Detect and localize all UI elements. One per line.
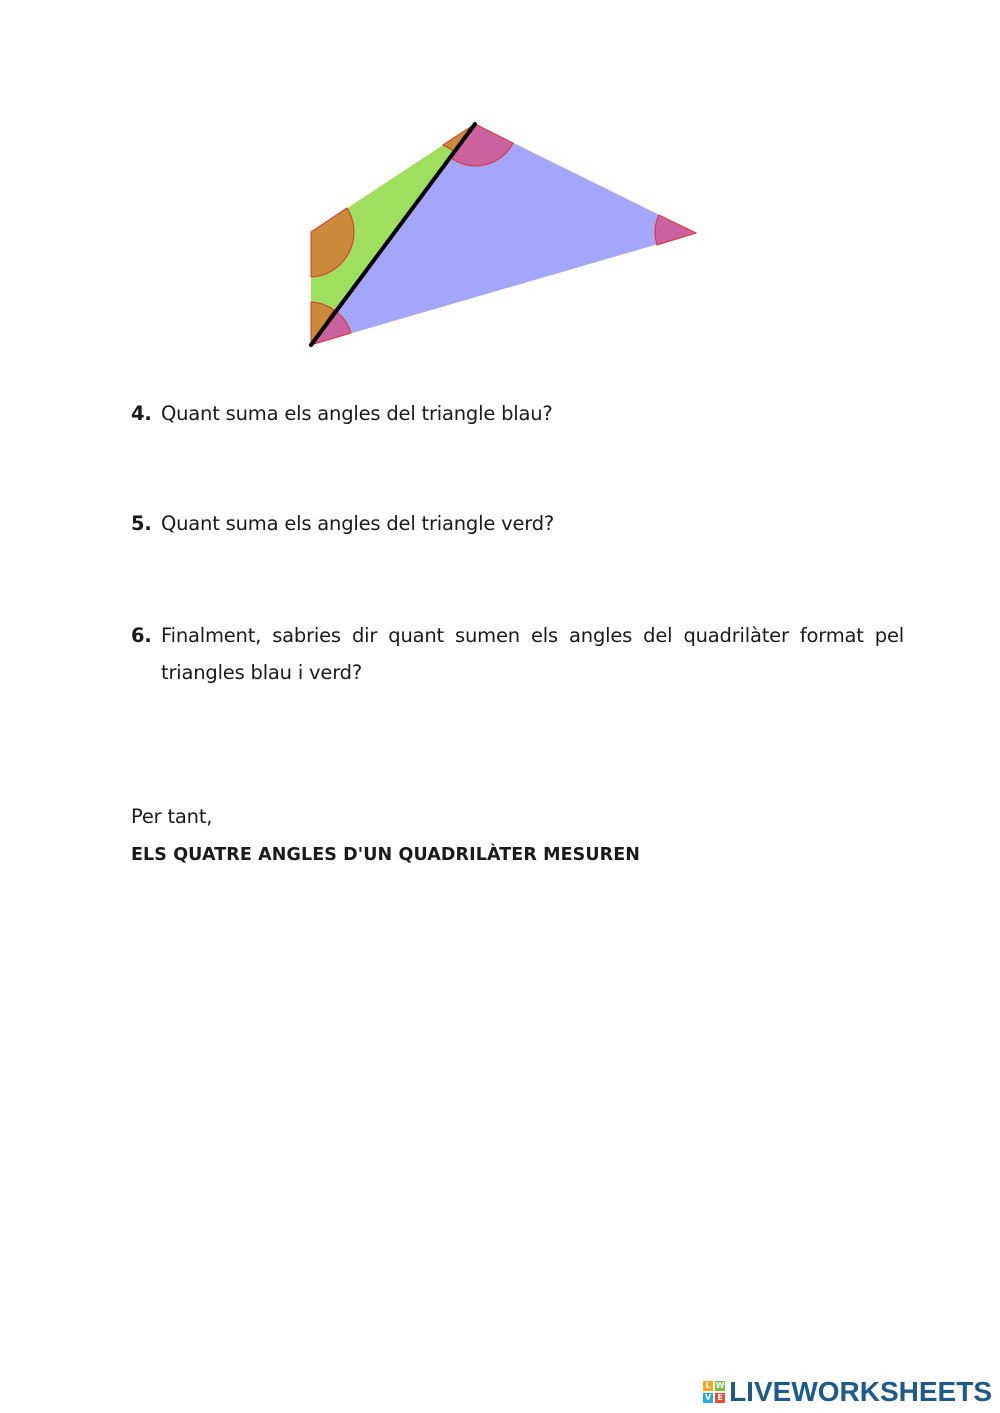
- conclusion-intro: Per tant,: [131, 805, 213, 828]
- logo-letter: W: [715, 1381, 725, 1390]
- question-4: [131, 395, 904, 432]
- logo-letter: E: [715, 1393, 725, 1403]
- logo-icon: [703, 1381, 725, 1403]
- question-text: Finalment, sabries dir quant sumen els angles del quadrilàter format pel triangles blau i verd?: [161, 624, 904, 684]
- question-text: Quant suma els angles del triangle blau?: [161, 402, 553, 425]
- liveworksheets-logo: [703, 1377, 992, 1407]
- question-6: [131, 617, 904, 691]
- logo-letter: L: [703, 1381, 713, 1391]
- logo-letter: V: [704, 1393, 712, 1402]
- question-5: [131, 505, 904, 542]
- angle-blue-right: [655, 215, 696, 245]
- question-number: 6.: [131, 624, 152, 647]
- question-text: Quant suma els angles del triangle verd?: [161, 512, 555, 535]
- question-number: 5.: [131, 512, 152, 535]
- quadrilateral-figure: [0, 0, 1000, 380]
- question-number: 4.: [131, 402, 152, 425]
- logo-text: LIVEWORKSHEETS: [729, 1376, 992, 1407]
- conclusion-statement: ELS QUATRE ANGLES D'UN QUADRILÀTER MESUREN: [131, 845, 641, 865]
